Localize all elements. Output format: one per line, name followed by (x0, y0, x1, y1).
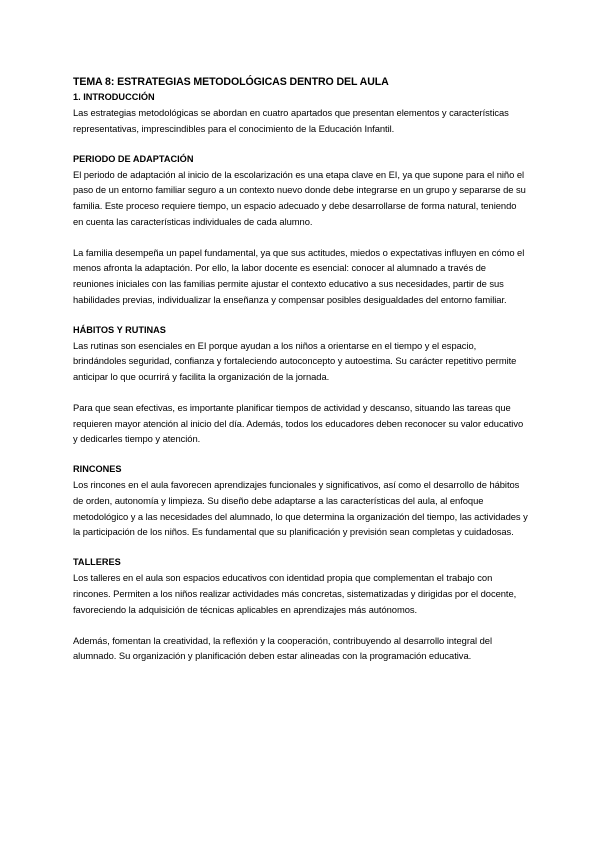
spacer (73, 385, 529, 401)
adaptation-paragraph-2: La familia desempeña un papel fundamental, ya que sus actitudes, miedos o expectativas influyen en cómo el menos afronta la adaptación. Por ello, la labor docente es esencial: conocer al alumnado a través de reuniones iniciales con las familias permite ajustar el contexto educativo a sus necesidades, partir de sus habilidades previas, individualizar la enseñanza y compensar posibles desigualdades del entorno familiar. (73, 246, 525, 305)
corners-paragraph-1: Los rincones en el aula favorecen aprendizajes funcionales y significativos, así como el desarrollo de hábitos de orden, autonomía y limpieza. Su diseño debe adaptarse a las características del aula, al enfoque metodológico y a las necesidades del alumnado, lo que determina la organización del tiempo, las actividades y la participación de los niños. Es fundamental que su planificación y previsión sean completas y cuidadosas. (73, 479, 528, 538)
document-title: TEMA 8: ESTRATEGIAS METODOLÓGICAS DENTRO DEL AULA (73, 76, 389, 88)
spacer (73, 447, 529, 463)
habits-paragraph-1: Las rutinas son esenciales en EI porque ayudan a los niños a orientarse en el tiempo y el espacio, brindándoles seguridad, confianza y fortaleciendo autoconcepto y autoestima. Su carácter repetitivo permite anticipar lo que ocurrirá y facilita la organización de la jornada. (73, 339, 517, 382)
spacer (73, 307, 529, 323)
spacer (73, 540, 529, 556)
habits-heading: HÁBITOS Y RUTINAS (73, 324, 166, 335)
adaptation-heading: PERIODO DE ADAPTACIÓN (73, 153, 194, 164)
adaptation-paragraph-1: El periodo de adaptación al inicio de la escolarización es una etapa clave en EI, ya que supone para el niño el paso de un entorno familiar seguro a un contexto nuevo donde debe integrarse en un grupo y separarse de su familia. Este proceso requiere tiempo, un espacio adecuado y debe desarrollarse de forma natural, teniendo en cuenta las características individuales de cada alumno. (73, 168, 526, 227)
spacer (73, 229, 529, 245)
corners-heading: RINCONES (73, 464, 122, 475)
workshops-heading: TALLERES (73, 557, 121, 568)
workshops-paragraph-1: Los talleres en el aula son espacios educativos con identidad propia que complementan el trabajo con rincones. Permiten a los niños realizar actividades más concretas, sistematizadas y dirigidas por el docente, favoreciendo la adquisición de técnicas aplicables en aprendizajes más autónomos. (73, 572, 517, 615)
intro-paragraph: Las estrategias metodológicas se abordan en cuatro apartados que presentan elementos y características representativas, imprescindibles para el conocimiento de la Educación Infantil. (73, 107, 509, 134)
intro-heading: 1. INTRODUCCIÓN (73, 92, 155, 102)
spacer (73, 617, 529, 633)
document-page (73, 74, 529, 664)
spacer (73, 136, 529, 152)
workshops-paragraph-2: Además, fomentan la creatividad, la reflexión y la cooperación, contribuyendo al desarrollo integral del alumnado. Su organización y planificación deben estar alineadas con la programación educativa. (73, 634, 493, 662)
habits-paragraph-2: Para que sean efectivas, es importante planificar tiempos de actividad y descanso, situando las tareas que requieren mayor atención al inicio del día. Además, todos los educadores deben reconocer su valor educativo y dedicarles tiempo y atención. (73, 402, 524, 445)
